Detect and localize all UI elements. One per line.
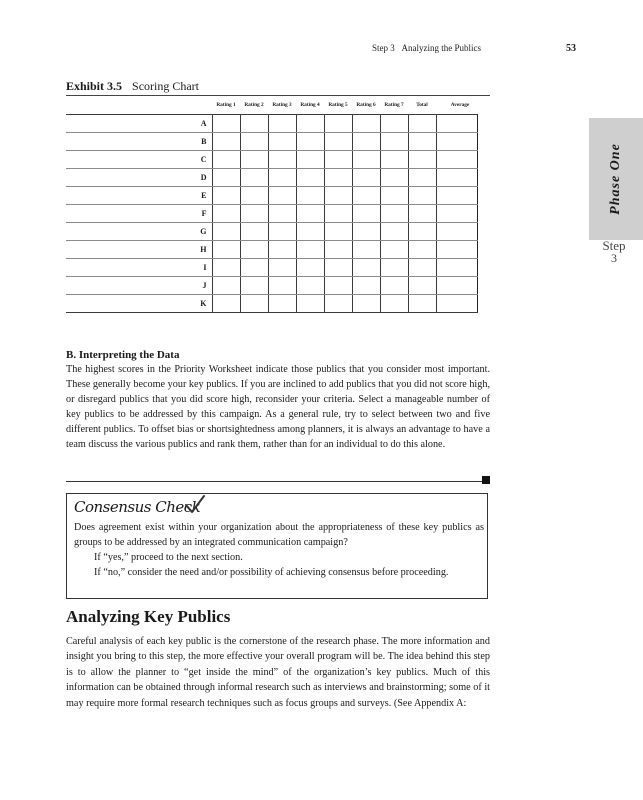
column-header: Rating 2: [244, 102, 264, 108]
table-row: [66, 241, 477, 259]
score-cell: [352, 169, 380, 187]
row-label: K: [66, 295, 212, 313]
score-cell: [324, 187, 352, 205]
row-label: F: [66, 205, 212, 223]
consensus-no-option: If “no,” consider the need and/or possibility of achieving consensus before proceeding.: [94, 567, 449, 579]
table-row: [66, 205, 477, 223]
score-cell: [408, 205, 436, 223]
phase-label: Phase One: [608, 143, 623, 215]
score-cell: [296, 295, 324, 313]
section-end-mark: [482, 476, 490, 484]
side-step-word: Step: [602, 238, 626, 253]
score-cell: [436, 277, 477, 295]
table-row: [66, 133, 477, 151]
score-cell: [408, 223, 436, 241]
score-cell: [240, 133, 268, 151]
score-cell: [352, 115, 380, 133]
score-cell: [436, 223, 477, 241]
score-cell: [324, 133, 352, 151]
score-cell: [296, 169, 324, 187]
side-step-indicator: [594, 239, 634, 265]
score-cell: [212, 115, 240, 133]
score-cell: [352, 223, 380, 241]
section-b-title: B. Interpreting the Data: [66, 349, 180, 361]
score-cell: [352, 133, 380, 151]
score-cell: [352, 241, 380, 259]
score-cell: [296, 187, 324, 205]
score-cell: [240, 223, 268, 241]
score-cell: [352, 187, 380, 205]
row-label: G: [66, 223, 212, 241]
score-cell: [380, 259, 408, 277]
score-cell: [240, 277, 268, 295]
table-row: [66, 151, 477, 169]
score-cell: [408, 241, 436, 259]
score-cell: [380, 295, 408, 313]
score-cell: [408, 295, 436, 313]
score-cell: [212, 295, 240, 313]
header-section-title: Analyzing the Publics: [401, 43, 482, 53]
row-label: B: [66, 133, 212, 151]
score-cell: [352, 259, 380, 277]
consensus-check-body: [74, 520, 484, 580]
score-cell: [212, 223, 240, 241]
key-publics-heading: Analyzing Key Publics: [66, 607, 231, 626]
score-cell: [380, 223, 408, 241]
score-cell: [436, 133, 477, 151]
score-cell: [324, 295, 352, 313]
score-cell: [380, 241, 408, 259]
score-cell: [380, 115, 408, 133]
score-cell: [268, 133, 296, 151]
score-cell: [352, 205, 380, 223]
page-number: 53: [566, 43, 576, 54]
score-cell: [296, 205, 324, 223]
score-cell: [212, 241, 240, 259]
score-cell: [380, 169, 408, 187]
score-cell: [212, 277, 240, 295]
table-row: [66, 277, 477, 295]
score-cell: [324, 151, 352, 169]
score-cell: [380, 151, 408, 169]
section-b-body: The highest scores in the Priority Worksheet indicate those publics that you consider most important. These generally become your key publics. If you are inclined to add publics that you did not score high, or disregard publics that you did score high, reconsider your criteria. Select a manageable number of key publics to be addressed by this campaign. As a general rule, try to select between two and five different publics. To offset bias or shortsightedness among planners, it is always an advantage to have a team discuss the various publics and rank them, rather than for an individual to do this alone.: [66, 364, 490, 451]
score-cell: [240, 151, 268, 169]
score-cell: [240, 295, 268, 313]
score-cell: [436, 169, 477, 187]
score-cell: [436, 241, 477, 259]
table-row: [66, 115, 477, 133]
score-cell: [380, 187, 408, 205]
column-header: Rating 5: [328, 102, 348, 108]
header-step-label: Step 3: [372, 43, 395, 53]
score-cell: [268, 295, 296, 313]
score-cell: [352, 295, 380, 313]
scoring-chart-table: [66, 114, 478, 313]
score-cell: [268, 277, 296, 295]
score-cell: [380, 277, 408, 295]
score-cell: [212, 187, 240, 205]
score-cell: [408, 151, 436, 169]
consensus-check-title: Consensus Check: [74, 498, 201, 516]
score-cell: [324, 115, 352, 133]
table-row: [66, 259, 477, 277]
score-cell: [380, 205, 408, 223]
table-row: [66, 223, 477, 241]
score-cell: [296, 151, 324, 169]
score-cell: [240, 187, 268, 205]
score-cell: [296, 241, 324, 259]
column-header: Average: [450, 102, 470, 108]
row-label: J: [66, 277, 212, 295]
score-cell: [352, 151, 380, 169]
checkmark-icon: [184, 494, 206, 514]
score-cell: [212, 259, 240, 277]
score-cell: [268, 223, 296, 241]
score-cell: [324, 223, 352, 241]
consensus-yes-option: If “yes,” proceed to the next section.: [94, 552, 243, 564]
score-cell: [436, 295, 477, 313]
score-cell: [268, 115, 296, 133]
score-cell: [268, 259, 296, 277]
exhibit-rule: [66, 95, 490, 96]
consensus-question: Does agreement exist within your organization about the appropriateness of these key publics as groups to be addressed by an integrated communication campaign?: [74, 522, 484, 549]
exhibit-number: Exhibit 3.5: [66, 79, 123, 93]
row-label: H: [66, 241, 212, 259]
score-cell: [436, 115, 477, 133]
score-cell: [408, 133, 436, 151]
row-label: E: [66, 187, 212, 205]
score-cell: [296, 115, 324, 133]
score-cell: [380, 133, 408, 151]
score-cell: [212, 151, 240, 169]
score-cell: [268, 205, 296, 223]
score-cell: [296, 133, 324, 151]
score-cell: [436, 187, 477, 205]
row-label: I: [66, 259, 212, 277]
side-tab-phase: [589, 118, 643, 240]
score-cell: [436, 151, 477, 169]
scoring-chart-column-headers: [212, 102, 484, 112]
score-cell: [408, 187, 436, 205]
score-cell: [268, 151, 296, 169]
column-header: Rating 7: [384, 102, 404, 108]
score-cell: [296, 223, 324, 241]
section-end-rule: [66, 481, 490, 482]
side-step-number: 3: [611, 251, 617, 265]
row-label: D: [66, 169, 212, 187]
table-row: [66, 295, 477, 313]
score-cell: [408, 259, 436, 277]
score-cell: [296, 259, 324, 277]
score-cell: [268, 187, 296, 205]
score-cell: [268, 169, 296, 187]
score-cell: [436, 259, 477, 277]
column-header: Rating 6: [356, 102, 376, 108]
score-cell: [324, 277, 352, 295]
score-cell: [324, 259, 352, 277]
exhibit-caption: Scoring Chart: [132, 79, 200, 93]
running-header: [372, 43, 481, 53]
score-cell: [296, 277, 324, 295]
column-header: Total: [416, 102, 428, 108]
score-cell: [352, 277, 380, 295]
score-cell: [408, 115, 436, 133]
row-label: C: [66, 151, 212, 169]
score-cell: [240, 259, 268, 277]
exhibit-title: [66, 79, 199, 94]
column-header: Rating 3: [272, 102, 292, 108]
score-cell: [240, 241, 268, 259]
key-publics-body: Careful analysis of each key public is the cornerstone of the research phase. The more information and insight you bring to this step, the more effective your overall program will be. The idea behind this step is to allow the planner to “get inside the mind” of the organization’s key publics. Much of this information can be obtained through informal research such as interviews and brainstorming; some of it may require more formal research techniques such as focus groups and surveys. (See Appendix A:: [66, 636, 490, 709]
score-cell: [408, 277, 436, 295]
score-cell: [212, 205, 240, 223]
score-cell: [212, 169, 240, 187]
score-cell: [240, 169, 268, 187]
score-cell: [436, 205, 477, 223]
score-cell: [212, 133, 240, 151]
score-cell: [408, 169, 436, 187]
column-header: Rating 4: [300, 102, 320, 108]
score-cell: [240, 115, 268, 133]
score-cell: [268, 241, 296, 259]
score-cell: [324, 205, 352, 223]
score-cell: [324, 169, 352, 187]
table-row: [66, 169, 477, 187]
column-header: Rating 1: [216, 102, 236, 108]
table-row: [66, 187, 477, 205]
row-label: A: [66, 115, 212, 133]
score-cell: [324, 241, 352, 259]
score-cell: [240, 205, 268, 223]
